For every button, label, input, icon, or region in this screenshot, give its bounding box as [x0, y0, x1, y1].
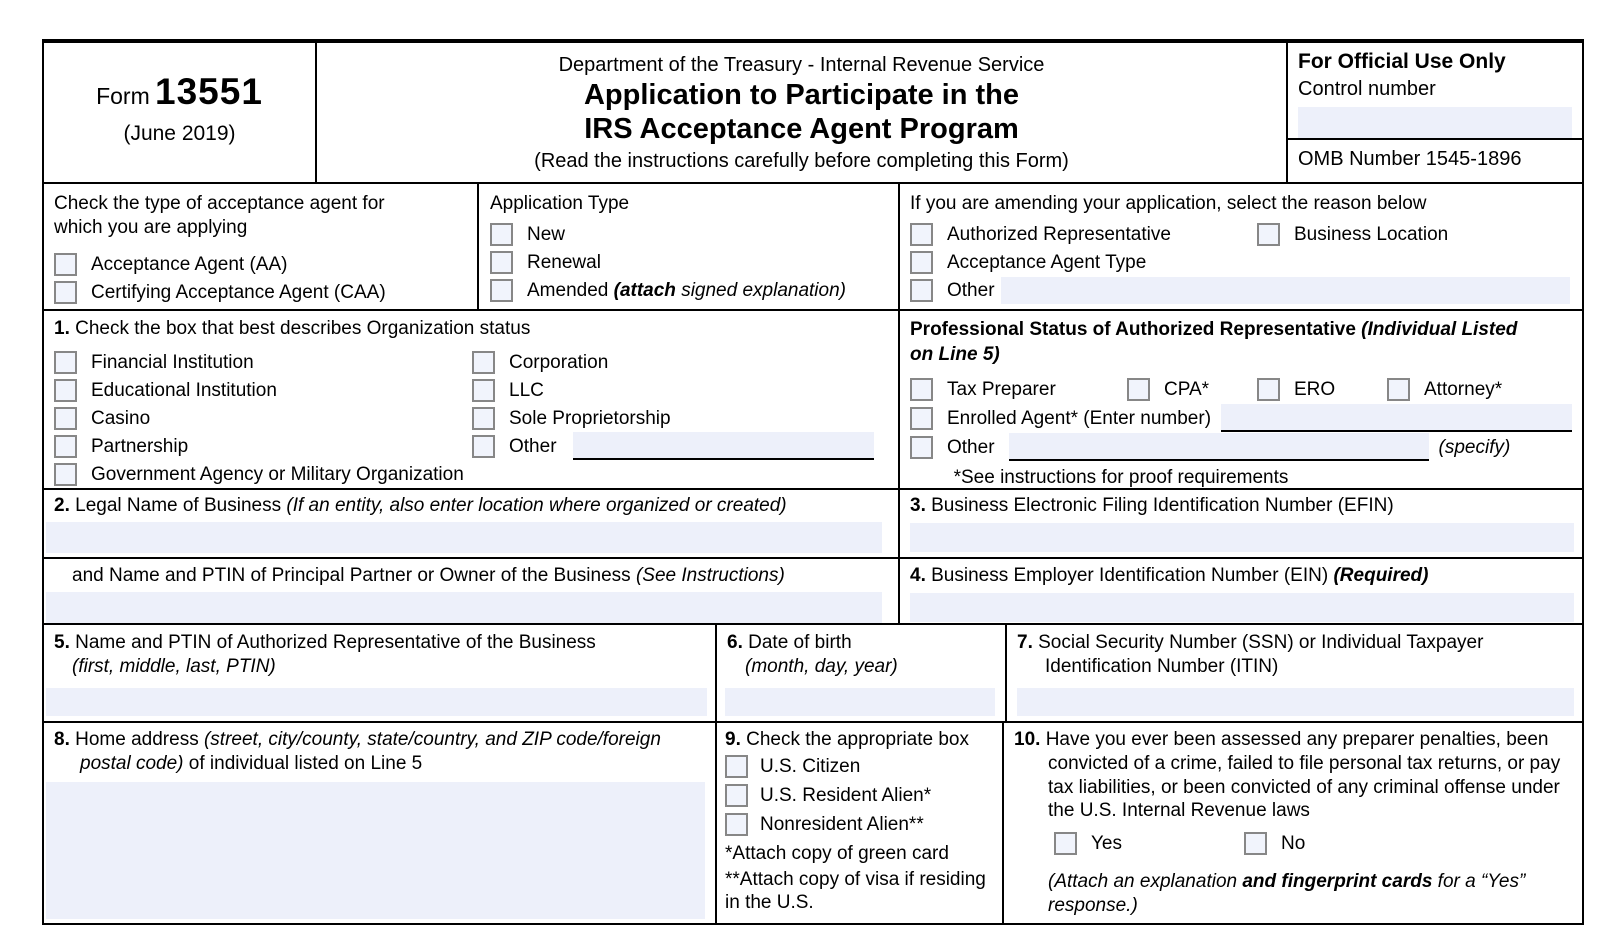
amend-authorized-representative-label: Authorized Representative: [947, 223, 1171, 245]
enrolled-agent-label: Enrolled Agent* (Enter number): [947, 407, 1212, 429]
application-type-label: Application Type: [490, 193, 630, 214]
professional-other-input[interactable]: [1009, 433, 1429, 461]
line2-label: 2. Legal Name of Business (If an entity, also enter location where organized or created): [54, 495, 787, 516]
line6-sub-label: (month, day, year): [745, 655, 898, 677]
option-enrolled-agent: [910, 404, 1572, 433]
form-13551: [42, 39, 1584, 925]
section-line4: [900, 559, 1582, 623]
amend-acceptance-agent-type-label: Acceptance Agent Type: [947, 251, 1147, 273]
amend-business-location-label: Business Location: [1294, 223, 1449, 245]
amending-prompt: If you are amending your application, select the reason below: [910, 193, 1427, 214]
section-amending-reason: [900, 184, 1582, 309]
form-word: Form: [96, 83, 150, 109]
section-line8: [44, 723, 717, 923]
option-professional-other: [910, 433, 1572, 462]
enrolled-agent-checkbox[interactable]: [910, 407, 933, 430]
nonresident-alien-checkbox[interactable]: [725, 813, 748, 836]
us-resident-alien-label: U.S. Resident Alien*: [760, 784, 932, 806]
organization-other-label: Other: [509, 435, 557, 457]
section-organization-status: [44, 311, 900, 488]
section-line2: [44, 490, 900, 557]
option-us-resident-alien: [725, 782, 998, 810]
line2-sub-label: and Name and PTIN of Principal Partner or Owner of the Business (See Instructions): [72, 565, 785, 586]
option-acceptance-agent: [54, 251, 467, 279]
ero-label: ERO: [1294, 378, 1336, 400]
option-cpa: [1127, 378, 1257, 402]
line6-label: 6. Date of birth: [727, 632, 852, 653]
penalties-no-checkbox[interactable]: [1244, 832, 1267, 855]
sole-proprietorship-label: Sole Proprietorship: [509, 407, 671, 429]
authorized-representative-name-input[interactable]: [46, 688, 707, 716]
line8-label: 8. Home address (street, city/county, state/country, and ZIP code/foreign postal code) of individual listed on Line 5: [54, 729, 661, 774]
option-nonresident-alien: [725, 811, 998, 839]
ssn-itin-input[interactable]: [1017, 688, 1574, 716]
date-of-birth-input[interactable]: [725, 688, 995, 716]
professional-status-row1: [910, 375, 1572, 404]
option-ero: [1257, 378, 1387, 402]
option-business-location: [1257, 223, 1448, 247]
efin-input[interactable]: [910, 523, 1574, 552]
option-attorney: [1387, 378, 1502, 402]
option-sole-proprietorship: [472, 405, 874, 433]
option-corporation: [472, 349, 874, 377]
certifying-acceptance-agent-caa-checkbox[interactable]: [54, 281, 77, 304]
option-authorized-representative: [910, 223, 1257, 247]
line4-label: 4. Business Employer Identification Number (EIN) (Required): [910, 565, 1429, 586]
option-us-citizen: [725, 753, 998, 781]
header-row: [44, 43, 1582, 184]
corporation-label: Corporation: [509, 351, 609, 373]
professional-other-checkbox[interactable]: [910, 436, 933, 459]
section-professional-status: [900, 311, 1582, 488]
educational-institution-label: Educational Institution: [91, 379, 277, 401]
option-government-agency: [54, 461, 472, 489]
sole-proprietorship-checkbox[interactable]: [472, 407, 495, 430]
government-agency-label: Government Agency or Military Organization: [91, 463, 464, 485]
cpa-checkbox[interactable]: [1127, 378, 1150, 401]
casino-label: Casino: [91, 407, 151, 429]
us-citizen-checkbox[interactable]: [725, 755, 748, 778]
line9-label: 9. Check the appropriate box: [725, 729, 969, 750]
visa-footnote: **Attach copy of visa if residing in the U.S.: [725, 868, 986, 913]
form-number-block: [44, 43, 317, 182]
line5-label: 5. Name and PTIN of Authorized Representative of the Business: [54, 632, 596, 653]
official-use-top: [1288, 43, 1582, 140]
section-line10: [1004, 723, 1582, 923]
financial-institution-checkbox[interactable]: [54, 351, 77, 374]
amend-other-label: Other: [947, 279, 995, 301]
tax-preparer-checkbox[interactable]: [910, 378, 933, 401]
omb-number: OMB Number 1545-1896: [1298, 148, 1522, 171]
us-citizen-label: U.S. Citizen: [760, 755, 861, 777]
attorney-checkbox[interactable]: [1387, 378, 1410, 401]
line5-sub-label: (first, middle, last, PTIN): [72, 655, 276, 677]
section-line6: [717, 625, 1007, 721]
control-number-input[interactable]: [1298, 107, 1572, 138]
organization-other-input[interactable]: [573, 432, 874, 460]
option-llc: [472, 377, 874, 405]
organization-options-col2: [472, 349, 874, 489]
option-no: [1244, 832, 1305, 856]
application-new-checkbox[interactable]: [490, 223, 513, 246]
form-revision: (June 2019): [123, 122, 236, 146]
professional-status-label: Professional Status of Authorized Representative (Individual Listed on Line 5): [910, 319, 1518, 365]
option-financial-institution: [54, 349, 472, 377]
option-acceptance-agent-type: [910, 249, 1570, 277]
section-application-type: [479, 184, 900, 309]
casino-checkbox[interactable]: [54, 407, 77, 430]
option-educational-institution: [54, 377, 472, 405]
line8-9-10-row: [44, 723, 1582, 923]
organization-other-checkbox[interactable]: [472, 435, 495, 458]
amend-business-location-checkbox[interactable]: [1257, 223, 1280, 246]
educational-institution-checkbox[interactable]: [54, 379, 77, 402]
ero-checkbox[interactable]: [1257, 378, 1280, 401]
tax-preparer-label: Tax Preparer: [947, 378, 1056, 400]
line5-6-7-row: [44, 625, 1582, 723]
section-line9: [717, 723, 1004, 923]
partnership-checkbox[interactable]: [54, 435, 77, 458]
line3-label: 3. Business Electronic Filing Identification Number (EFIN): [910, 495, 1394, 516]
line10-note: (Attach an explanation and fingerprint cards for a “Yes” response.): [1048, 870, 1526, 916]
llc-label: LLC: [509, 379, 544, 401]
principal-partner-input[interactable]: [46, 592, 882, 623]
application-renewal-checkbox[interactable]: [490, 251, 513, 274]
option-certifying-acceptance-agent: [54, 279, 467, 307]
agent-type-prompt: Check the type of acceptance agent for which you are applying: [54, 193, 385, 238]
form-subtitle: (Read the instructions carefully before completing this Form): [534, 150, 1069, 172]
llc-checkbox[interactable]: [472, 379, 495, 402]
penalties-no-label: No: [1281, 833, 1306, 854]
option-amend-other: [910, 277, 1570, 305]
ein-input[interactable]: [910, 593, 1574, 622]
section-line5: [44, 625, 717, 721]
section-agent-type: [44, 184, 479, 309]
penalties-yes-label: Yes: [1091, 833, 1122, 854]
form-title-line1: Application to Participate in the: [583, 79, 1020, 111]
section-line3: [900, 490, 1582, 557]
acceptance-agent-aa-checkbox[interactable]: [54, 253, 77, 276]
organization-options: [54, 349, 874, 489]
us-resident-alien-checkbox[interactable]: [725, 784, 748, 807]
penalties-yes-checkbox[interactable]: [1054, 832, 1077, 855]
official-use-block: [1288, 43, 1582, 182]
control-number-label: Control number: [1298, 78, 1436, 101]
application-amended-label: Amended (attach signed explanation): [527, 279, 846, 301]
cpa-label: CPA*: [1164, 378, 1210, 400]
partnership-label: Partnership: [91, 435, 189, 457]
official-use-title: For Official Use Only: [1298, 50, 1506, 73]
option-tax-preparer: [910, 378, 1127, 402]
attorney-label: Attorney*: [1424, 378, 1503, 400]
option-renewal: [490, 249, 882, 277]
professional-other-label: Other: [947, 436, 995, 458]
line10-label: 10. Have you ever been assessed any preparer penalties, been convicted of a crime, failed to file personal tax returns, or pay tax liabilities, or been convicted of any criminal offense under the U.S. Internal Revenue laws: [1014, 729, 1561, 822]
agency-line: Department of the Treasury - Internal Revenue Service: [558, 54, 1045, 76]
line10-yes-no: [1054, 832, 1570, 856]
green-card-footnote: *Attach copy of green card: [725, 842, 949, 864]
line2b-line4-row: [44, 559, 1582, 625]
form-title-line2: IRS Acceptance Agent Program: [584, 113, 1019, 145]
option-yes: [1054, 832, 1244, 856]
legal-business-name-input[interactable]: [46, 522, 882, 553]
government-agency-checkbox[interactable]: [54, 463, 77, 486]
financial-institution-label: Financial Institution: [91, 351, 254, 373]
line1-label: 1. Check the box that best describes Organization status: [54, 318, 531, 339]
option-new: [490, 221, 882, 249]
option-casino: [54, 405, 472, 433]
form-title-block: [317, 43, 1288, 182]
amend-authorized-representative-checkbox[interactable]: [910, 223, 933, 246]
section-line7: [1007, 625, 1582, 721]
nonresident-alien-label: Nonresident Alien**: [760, 813, 924, 835]
proof-requirements-footnote: *See instructions for proof requirements: [953, 467, 1289, 488]
application-amended-checkbox[interactable]: [490, 279, 513, 302]
application-renewal-label: Renewal: [527, 251, 601, 273]
section-line2-partner: [44, 559, 900, 623]
corporation-checkbox[interactable]: [472, 351, 495, 374]
form-number-line: [44, 69, 315, 115]
option-amended: [490, 277, 882, 305]
specify-label: (specify): [1438, 436, 1511, 458]
organization-options-col1: [54, 349, 472, 489]
line7-label: 7. Social Security Number (SSN) or Individual Taxpayer Identification Number (ITIN): [1017, 632, 1484, 677]
line2-line3-row: [44, 490, 1582, 559]
application-new-label: New: [527, 223, 566, 245]
enrolled-agent-number-input[interactable]: [1221, 404, 1572, 432]
amend-other-input[interactable]: [1001, 277, 1570, 304]
option-partnership: [54, 433, 472, 461]
home-address-input[interactable]: [46, 782, 705, 920]
amend-other-checkbox[interactable]: [910, 279, 933, 302]
acceptance-agent-aa-label: Acceptance Agent (AA): [91, 253, 288, 275]
certifying-acceptance-agent-caa-label: Certifying Acceptance Agent (CAA): [91, 281, 386, 303]
top-choices-row: [44, 184, 1582, 311]
form-number: 13551: [155, 71, 263, 112]
amending-row1: [910, 221, 1570, 249]
option-organization-other: [472, 433, 874, 461]
status-row: [44, 311, 1582, 490]
amend-acceptance-agent-type-checkbox[interactable]: [910, 251, 933, 274]
